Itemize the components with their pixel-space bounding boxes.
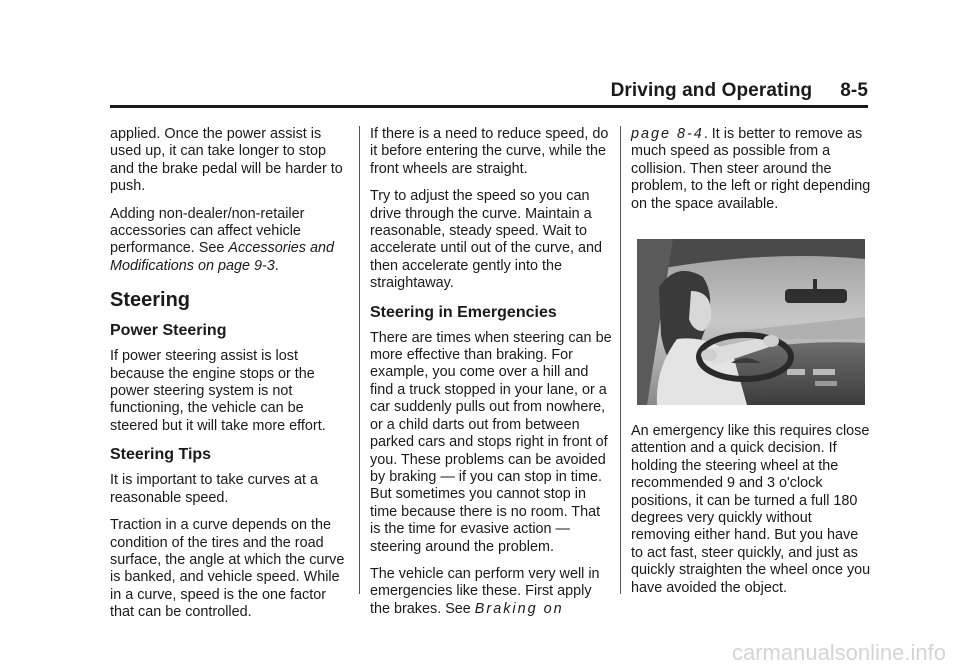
paragraph: There are times when steering can be more effective than braking. For example, you come over a hill and find a truck stopped in your lane, or a car suddenly pulls out from nowhere, or a child darts out from between parked cars and stops right in front of you. These problems can be avoided by braking — if you can stop in time. But sometimes you cannot stop in time because there is no room. That is the time for evasive action — steering around the problem. (370, 329, 612, 555)
paragraph (631, 126, 871, 213)
column-3 (631, 126, 871, 607)
page-header (110, 80, 868, 102)
section-heading: Steering (110, 289, 191, 312)
paragraph (370, 566, 612, 618)
paragraph-text: The vehicle can perform very well in emergencies like these. First apply the brakes. See (370, 565, 600, 617)
paragraph: applied. Once the power assist is used up, it can take longer to stop and the brake pedal will be harder to push. (110, 126, 343, 195)
cross-reference-link[interactable]: Accessories and Modifications on page 9-3 (110, 240, 334, 274)
paragraph: If power steering assist is lost because the engine stops or the power steering system is not functioning, the vehicle can be steered but it will take more effort. (110, 348, 326, 434)
page-number: 8-5 (840, 80, 868, 101)
subsection-heading: Steering Tips (110, 446, 212, 464)
subsection-heading: Steering in Emergencies (370, 303, 557, 321)
paragraph: Try to adjust the speed so you can drive through the curve. Maintain a reasonable, steady speed. Wait to accelerate until out of the curve, and then accelerate gently into the straightaway. (370, 188, 602, 292)
driver-illustration (637, 239, 865, 405)
cross-reference-link[interactable]: page 8-4 (631, 126, 704, 142)
section-title: Driving and Operating (610, 80, 813, 101)
paragraph: If there is a need to reduce speed, do it before entering the curve, while the front wheels are straight. (370, 126, 609, 177)
paragraph (110, 206, 350, 276)
paragraph: An emergency like this requires close attention and a quick decision. If holding the steering wheel at the recommended 9 and 3 o'clock positions, it can be turned a full 180 degrees very quickly without removing either hand. But you have to act fast, steer quickly, and just as quickly straighten the wheel once you have avoided the object. (631, 423, 871, 596)
column-1 (110, 126, 350, 632)
paragraph-text: Adding non-dealer/non-retailer accessories can affect vehicle performance. See (110, 205, 305, 257)
column-divider-2 (620, 126, 621, 594)
column-2 (370, 126, 612, 628)
paragraph-text: . (274, 257, 279, 274)
paragraph: It is important to take curves at a reasonable speed. (110, 472, 318, 506)
cross-reference-link[interactable]: Braking on (474, 600, 564, 617)
watermark: carmanualsonline.info (731, 640, 946, 665)
header-rule (110, 105, 868, 108)
column-divider-1 (359, 126, 360, 594)
driver-steering-image (637, 239, 865, 405)
paragraph: Traction in a curve depends on the condition of the tires and the road surface, the angle at which the curve is banked, and vehicle speed. While in a curve, speed is the one factor that can be controlled. (110, 517, 345, 621)
paragraph-text: . It is better to remove as much speed as possible from a collision. Then steer around the problem, to the left or right depending on the space available. (631, 126, 871, 212)
subsection-heading: Power Steering (110, 322, 227, 340)
